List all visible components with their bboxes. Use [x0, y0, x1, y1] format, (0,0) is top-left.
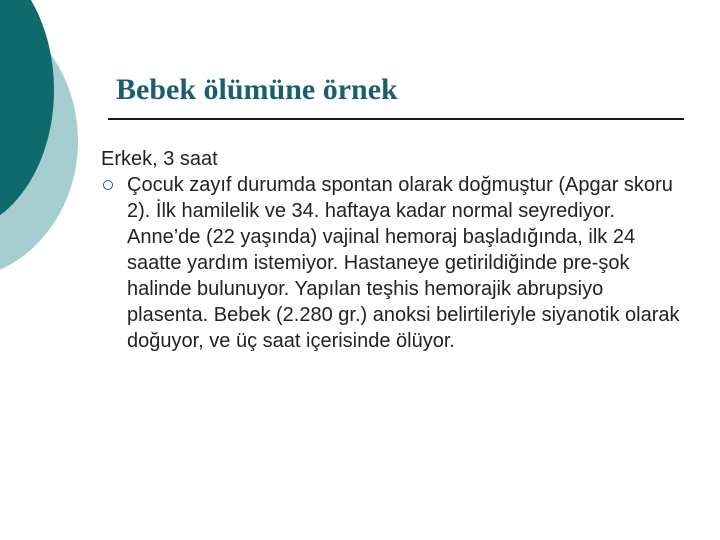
slide-title: Bebek ölümüne örnek	[116, 73, 398, 106]
slide-body	[101, 146, 681, 354]
intro-line: Erkek, 3 saat	[101, 148, 218, 170]
hollow-circle-bullet-icon	[103, 180, 113, 190]
title-underline	[108, 118, 684, 120]
bullet-text: Çocuk zayıf durumda spontan olarak doğmuştur (Apgar skoru 2). İlk hamilelik ve 34. haftaya kadar normal seyrediyor. Anne’de (22 yaşında) vajinal hemoraj başladığında, ilk 24 saatte yardım istemiyor. Hastaneye getirildiğinde pre-şok halinde bulunuyor. Yapılan teşhis hemorajik abrupsiyo plasenta. Bebek (2.280 gr.) anoksi belirtileriyle siyanotik olarak doğuyor, ve üç saat içerisinde ölüyor.	[127, 174, 680, 352]
bullet-item	[101, 172, 681, 354]
